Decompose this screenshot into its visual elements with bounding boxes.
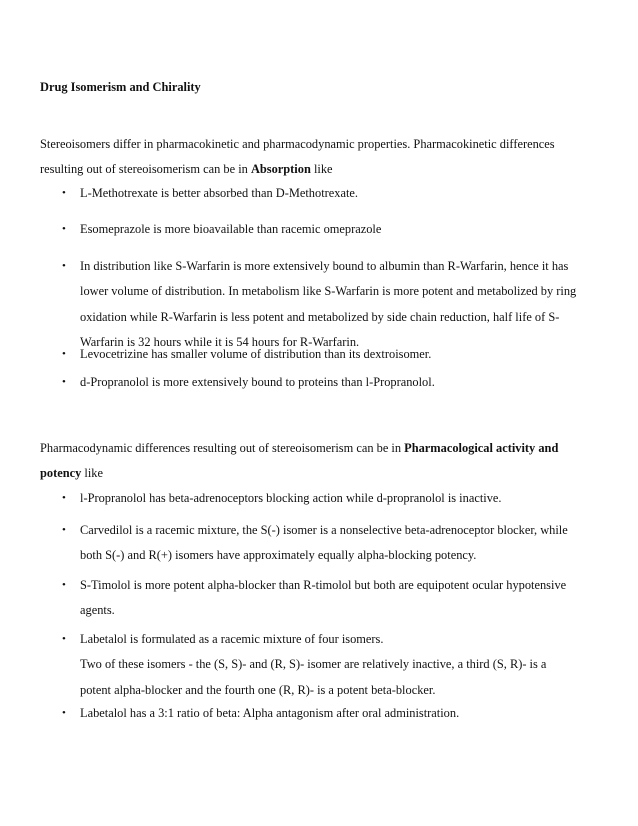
intro-paragraph [40,132,555,182]
list-item-line: lower volume of distribution. In metabolism like S-Warfarin is more potent and metabolized by ring [80,284,577,299]
list-item-line: oxidation while R-Warfarin is less potent and metabolized by side chain reduction, half life of S- [80,309,560,324]
bullet-icon: • [62,492,66,504]
bullet-icon: • [62,223,66,235]
list-item-line: d-Propranolol is more extensively bound to proteins than l-Propranolol. [80,375,435,389]
pharmacological-activity-keyword: Pharmacological activity and [404,441,559,455]
list-item-line: potent alpha-blocker and the fourth one (R, R)- is a potent beta-blocker. [80,682,436,697]
potency-keyword: potency [40,466,82,480]
pd-intro-text-end: like [81,466,103,480]
list-item-line: In distribution like S-Warfarin is more extensively bound to albumin than R-Warfarin, hence it has [80,259,569,273]
bullet-icon: • [62,348,66,360]
list-item-line: Warfarin is 32 hours while it is 54 hours for R-Warfarin. [80,334,360,349]
list-item-line: Labetalol has a 3:1 ratio of beta: Alpha antagonism after oral administration. [80,706,460,720]
list-item-line: both S(-) and R(+) isomers have approximately equally alpha-blocking potency. [80,548,477,563]
bullet-icon: • [62,524,66,536]
bullet-icon: • [62,260,66,272]
bullet-icon: • [62,633,66,645]
list-item-line: agents. [80,603,115,618]
bullet-icon: • [62,707,66,719]
pd-intro-line-1 [40,436,558,461]
bullet-icon: • [62,376,66,388]
page-title: Drug Isomerism and Chirality [40,80,201,94]
list-item-line: Esomeprazole is more bioavailable than racemic omeprazole [80,222,382,236]
list-item-line: L-Methotrexate is better absorbed than D-Methotrexate. [80,186,358,200]
intro-text-end: like [310,162,333,176]
intro-line-2 [40,157,555,182]
pd-intro-paragraph [40,436,558,486]
pd-intro-text: Pharmacodynamic differences resulting out of stereoisomerism can be in [40,441,405,455]
list-item-line: Carvedilol is a racemic mixture, the S(-) isomer is a nonselective beta-adrenoceptor blocker, while [80,523,568,537]
list-item-line: Labetalol is formulated as a racemic mixture of four isomers. [80,632,384,646]
absorption-keyword: Absorption [250,162,311,176]
bullet-icon: • [62,187,66,199]
bullet-icon: • [62,579,66,591]
list-item-line: Levocetrizine has smaller volume of distribution than its dextroisomer. [80,347,432,361]
intro-line-1: Stereoisomers differ in pharmacokinetic and pharmacodynamic properties. Pharmacokinetic differences [40,137,555,151]
list-item-line: l-Propranolol has beta-adrenoceptors blocking action while d-propranolol is inactive. [80,491,502,505]
pd-intro-line-2 [40,461,558,486]
list-item-line: S-Timolol is more potent alpha-blocker than R-timolol but both are equipotent ocular hypotensive [80,578,567,592]
list-item-line: Two of these isomers - the (S, S)- and (R, S)- isomer are relatively inactive, a third (S, R)- is a [80,657,547,672]
intro-text: resulting out of stereoisomerism can be in [40,162,251,176]
